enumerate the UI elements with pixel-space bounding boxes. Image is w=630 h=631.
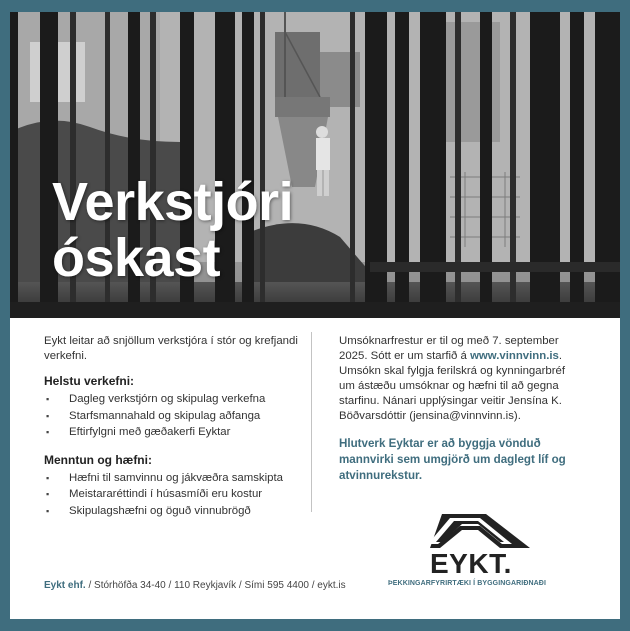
logo-wordmark: EYKT. xyxy=(430,548,512,579)
list-item: ▪ Skipulagshæfni og öguð vinnubrögð xyxy=(44,503,304,520)
list-item: ▪ Starfsmannahald og skipulag aðfanga xyxy=(44,408,304,425)
application-text xyxy=(339,334,577,424)
duties-title: Helstu verkefni: xyxy=(44,374,135,388)
construction-site-photo xyxy=(10,12,620,318)
headline-line-1: Verkstjóri xyxy=(52,172,294,232)
footer xyxy=(44,580,346,591)
list-item: ▪ Meistararéttindi í húsasmíði eru kostur xyxy=(44,486,304,503)
logo-tagline: ÞEKKINGARFYRIRTÆKI Í BYGGINGARIÐNAÐI xyxy=(388,580,546,587)
footer-company: Eykt ehf. xyxy=(44,580,86,591)
mission-statement: Hlutverk Eyktar er að byggja vönduð mannvirki sem umgjörð um daglegt líf og atvinnurekstur. xyxy=(339,437,566,482)
qualifications-list xyxy=(44,470,304,520)
application-column xyxy=(339,334,577,484)
application-text-after: . Umsókn skal fylgja ferilskrá og kynningarbréf um ástæðu umsóknar og hæfni til að gegna starfinu. Nánari upplýsingar veitir Jensína K. Böðvarsdóttir (jensina@vinnvinn.is). xyxy=(339,350,566,422)
intro-text: Eykt leitar að snjöllum verkstjóra í stór og krefjandi verkefni. xyxy=(44,335,298,362)
footer-details: / Stórhöfða 34-40 / 110 Reykjavík / Sími 595 4400 / eykt.is xyxy=(85,580,346,591)
headline-line-2: óskast xyxy=(52,228,221,288)
application-text-before: Umsóknarfrestur er til og með 7. september 2025. Sótt er um starfið á xyxy=(339,335,559,362)
vinnvinn-link[interactable]: www.vinnvinn.is xyxy=(470,350,559,362)
list-item: ▪ Hæfni til samvinnu og jákvæðra samskipta xyxy=(44,470,304,487)
eykt-logo xyxy=(380,512,554,596)
duties-list xyxy=(44,391,304,441)
qualifications-title: Menntun og hæfni: xyxy=(44,452,152,467)
column-divider xyxy=(311,332,312,512)
list-item: ▪ Eftirfylgni með gæðakerfi Eyktar xyxy=(44,424,304,441)
list-item: ▪ Dagleg verkstjórn og skipulag verkefna xyxy=(44,391,304,408)
headline xyxy=(52,174,293,286)
job-description-column xyxy=(44,334,304,531)
